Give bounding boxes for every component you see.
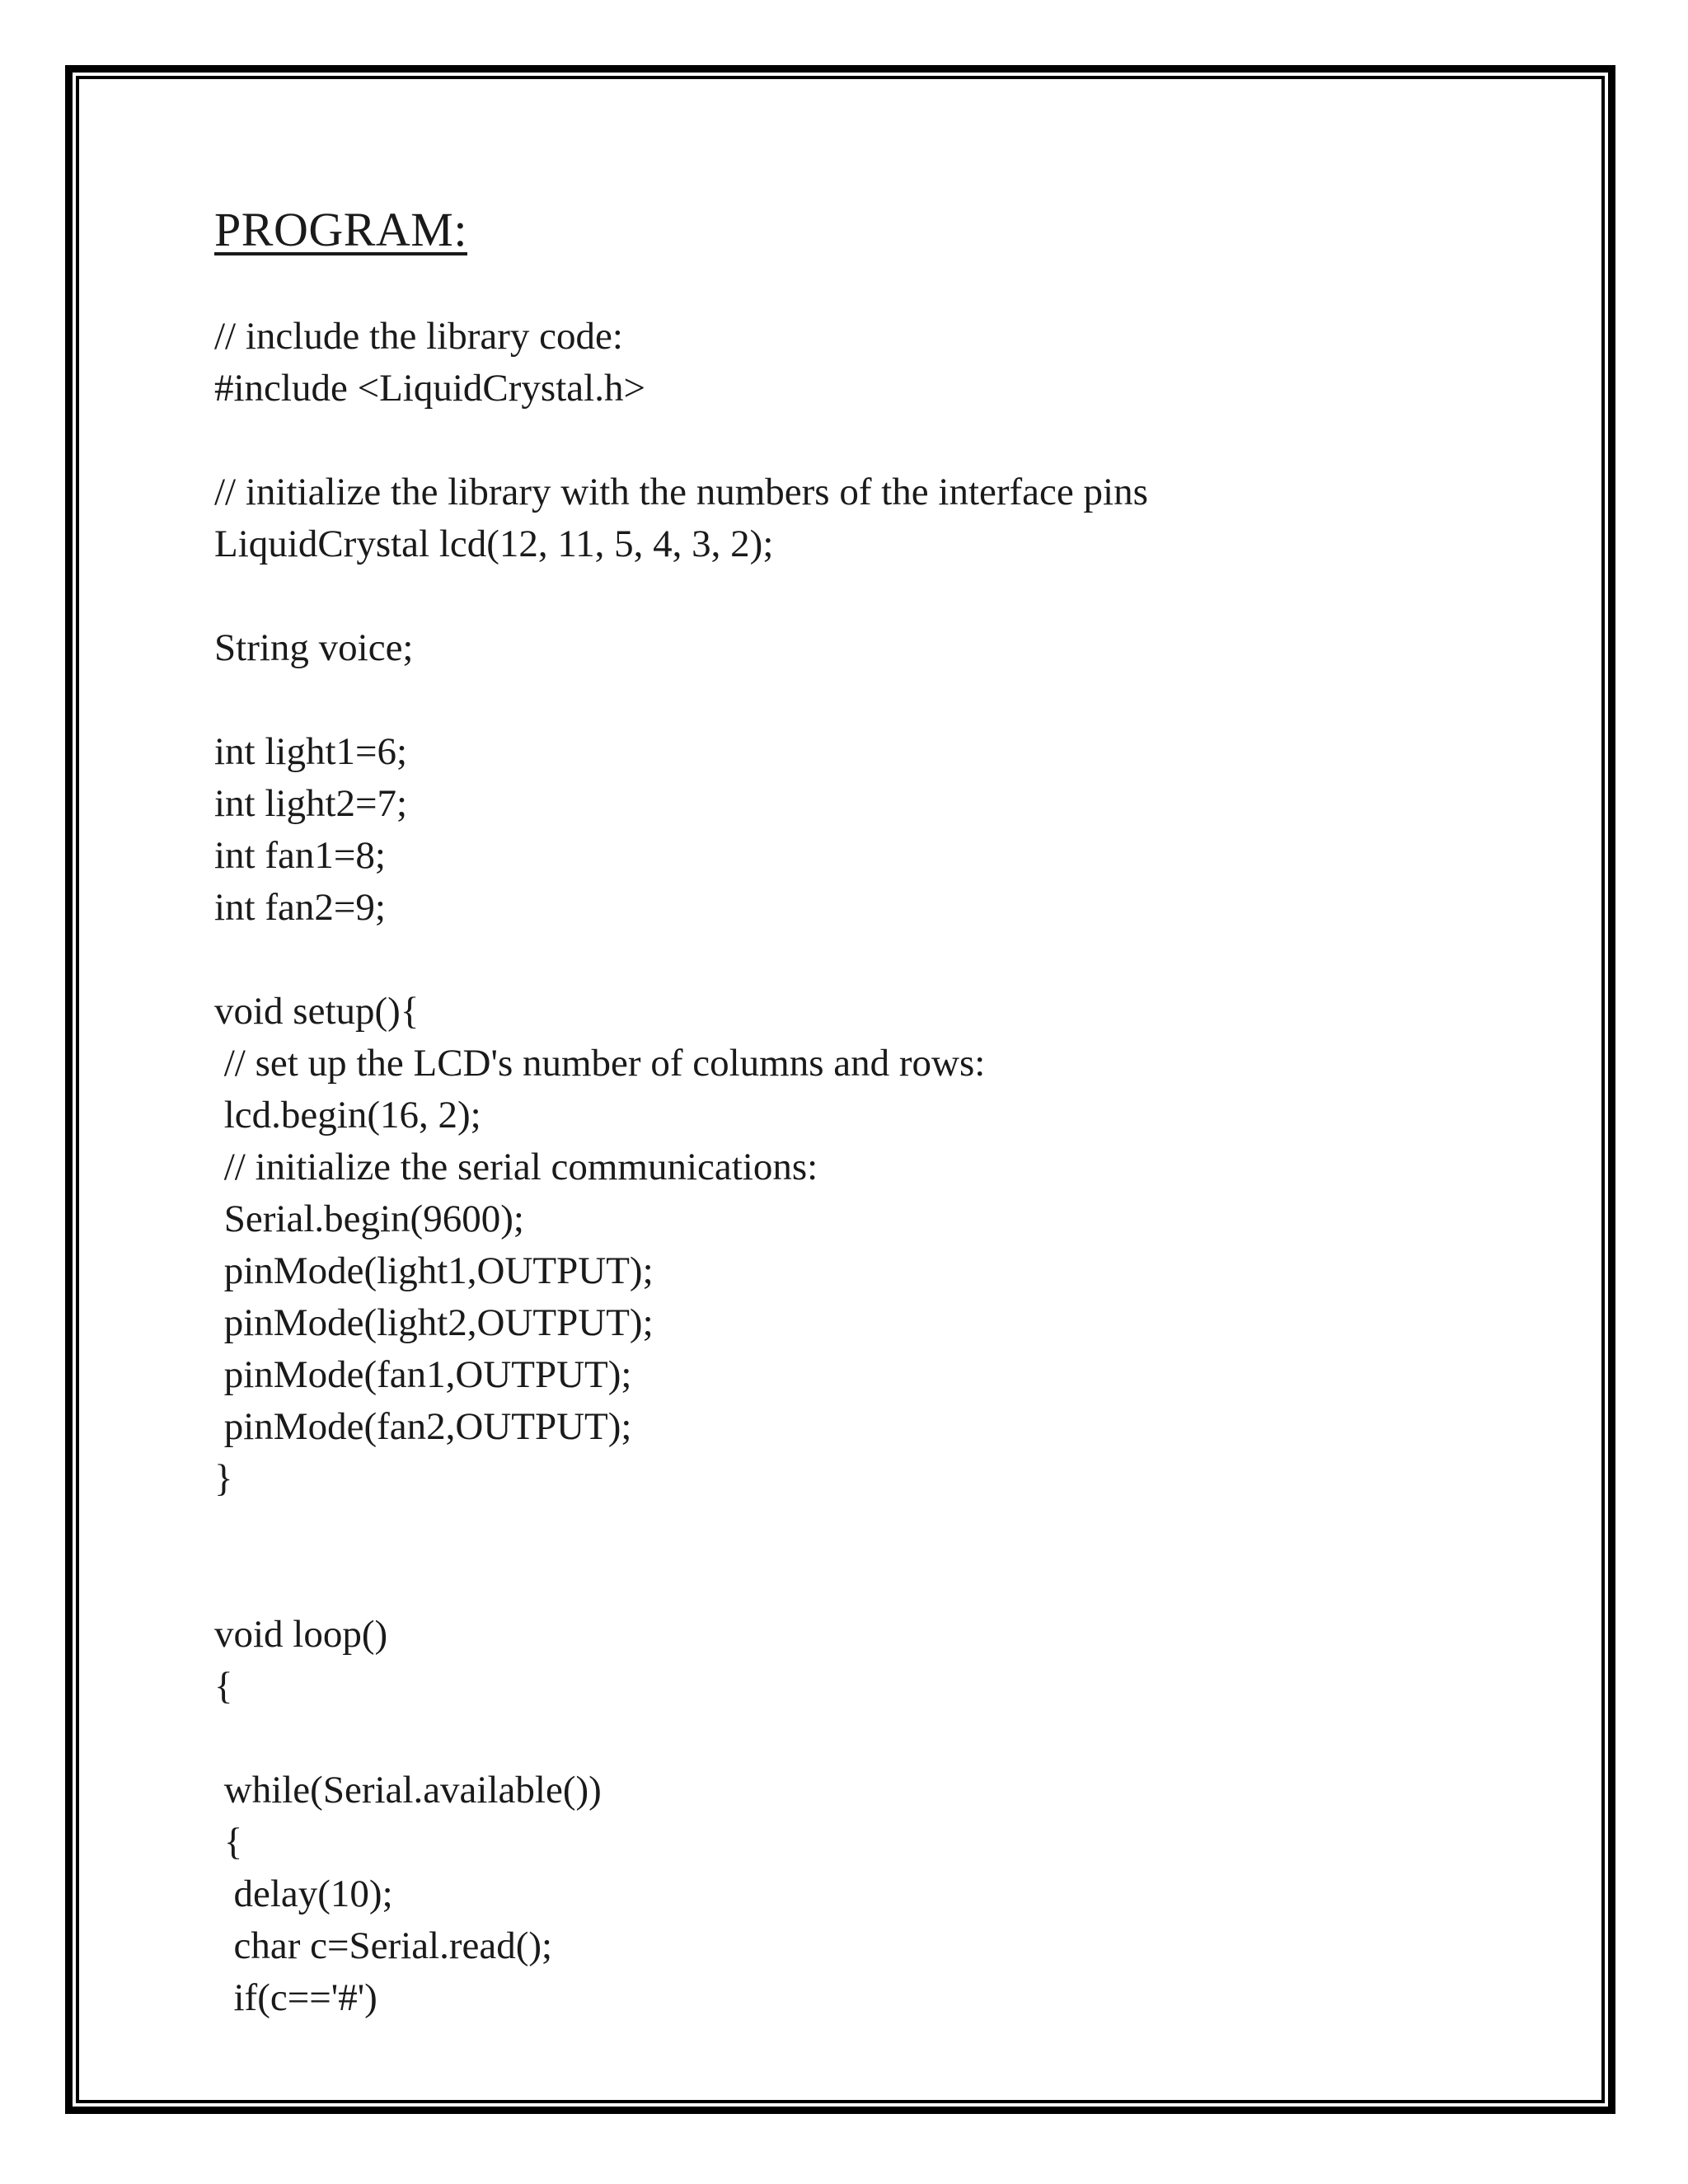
code-line: String voice; <box>214 626 414 669</box>
code-line: #include <LiquidCrystal.h> <box>214 367 645 410</box>
code-line: delay(10); <box>214 1872 393 1915</box>
code-line: int fan1=8; <box>214 834 386 877</box>
code-line <box>214 1505 1148 1557</box>
code-line: pinMode(light1,OUTPUT); <box>214 1249 654 1292</box>
program-heading: PROGRAM: <box>214 203 467 256</box>
code-line: int light2=7; <box>214 782 408 825</box>
code-line: pinMode(fan2,OUTPUT); <box>214 1405 632 1448</box>
code-line <box>214 415 1148 466</box>
code-line <box>214 1713 1148 1765</box>
code-line: void loop() <box>214 1613 388 1656</box>
code-line <box>214 934 1148 986</box>
code-line: pinMode(light2,OUTPUT); <box>214 1301 654 1344</box>
code-line: while(Serial.available()) <box>214 1769 602 1811</box>
code-line: LiquidCrystal lcd(12, 11, 5, 4, 3, 2); <box>214 523 774 565</box>
code-line: // set up the LCD's number of columns and rows: <box>214 1042 986 1085</box>
code-line: char c=Serial.read(); <box>214 1924 553 1967</box>
code-line: // initialize the serial communications: <box>214 1146 818 1188</box>
code-line: // include the library code: <box>214 315 623 358</box>
code-line: { <box>214 1665 233 1708</box>
code-listing <box>214 311 1148 2024</box>
code-line: pinMode(fan1,OUTPUT); <box>214 1353 632 1396</box>
code-line <box>214 674 1148 726</box>
code-line: lcd.begin(16, 2); <box>214 1094 481 1137</box>
code-line: { <box>214 1821 243 1863</box>
code-line <box>214 1557 1148 1609</box>
code-line: if(c=='#') <box>214 1976 377 2019</box>
code-line: int light1=6; <box>214 730 408 773</box>
code-line: // initialize the library with the numbers of the interface pins <box>214 471 1148 513</box>
code-line: } <box>214 1457 233 1500</box>
code-line: void setup(){ <box>214 990 420 1033</box>
code-line: Serial.begin(9600); <box>214 1197 524 1240</box>
code-line: int fan2=9; <box>214 886 386 929</box>
code-line <box>214 570 1148 622</box>
